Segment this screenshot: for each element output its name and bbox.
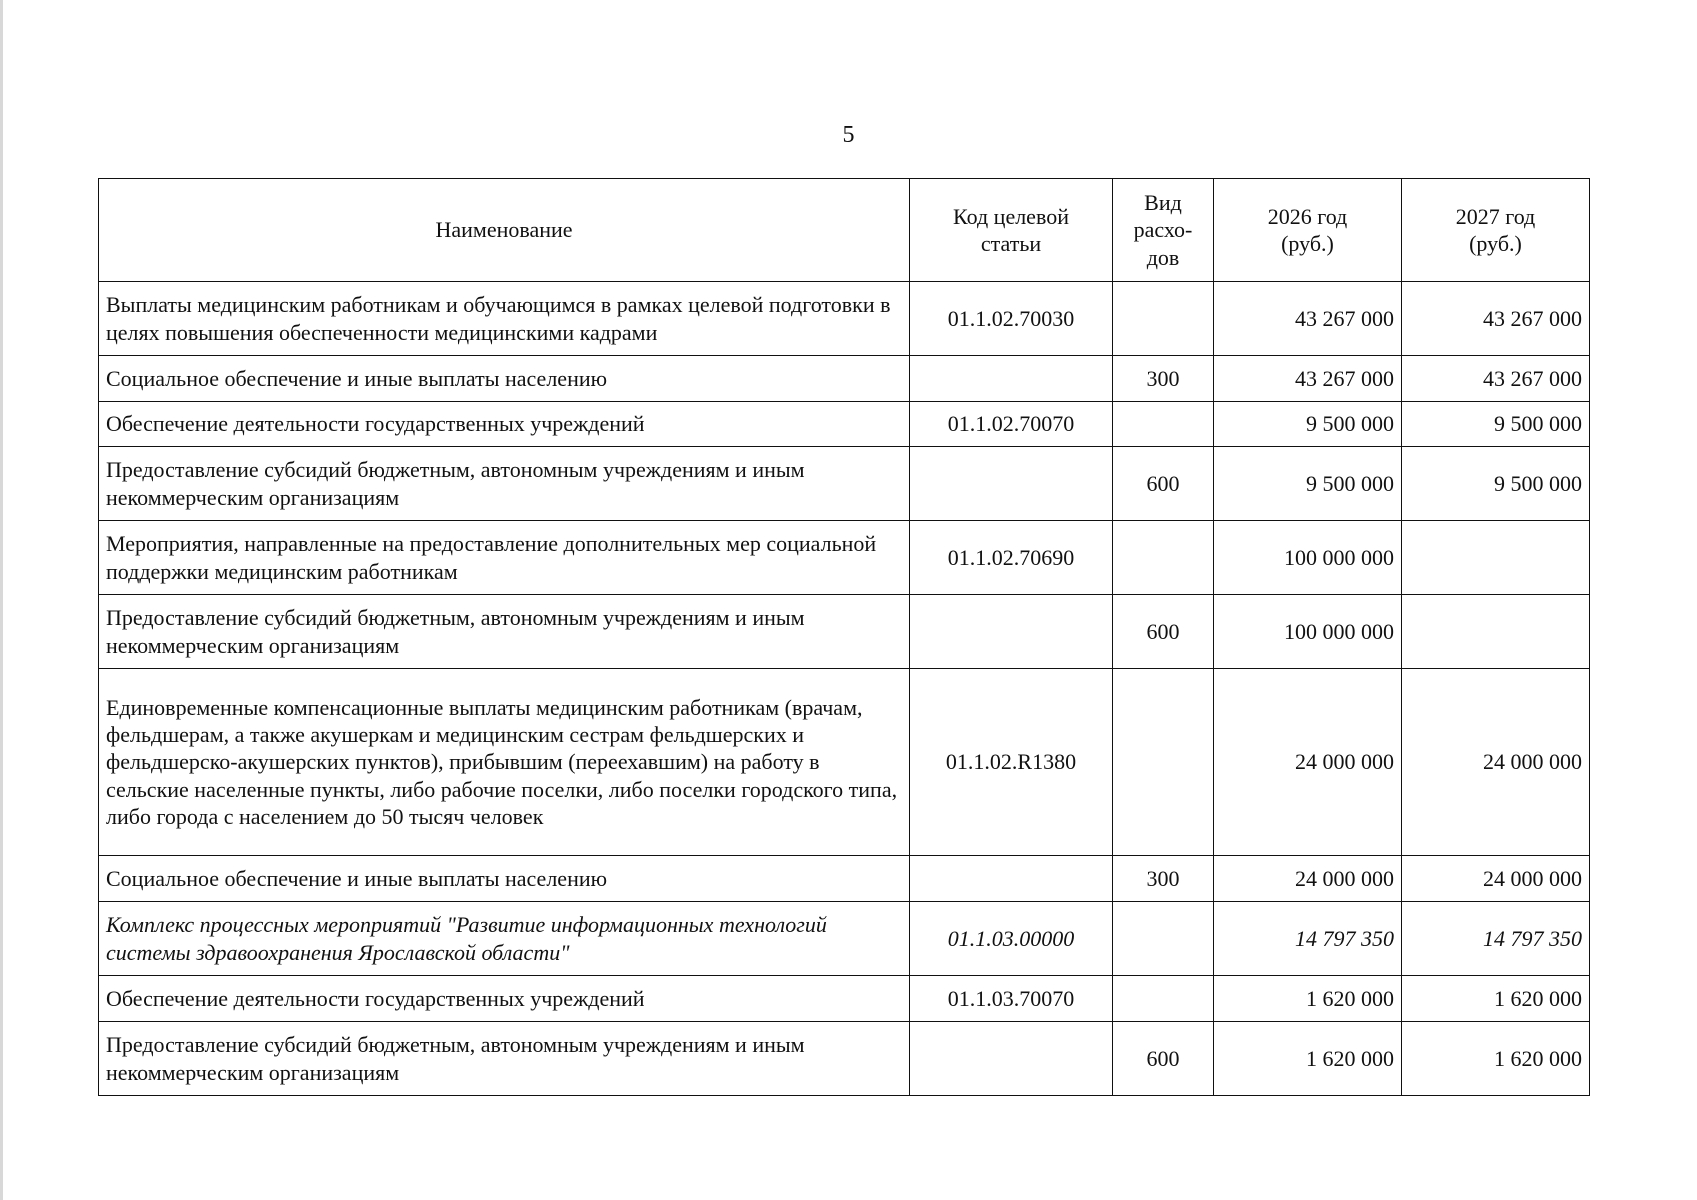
- table-row: [99, 356, 1590, 402]
- cell-amount-2026: 1 620 000: [1214, 976, 1402, 1022]
- table-row: [99, 595, 1590, 669]
- table-row: [99, 447, 1590, 521]
- table-row: [99, 976, 1590, 1022]
- table-row: [99, 282, 1590, 356]
- cell-amount-2027: 1 620 000: [1402, 1022, 1590, 1096]
- cell-amount-2026: 100 000 000: [1214, 595, 1402, 669]
- cell-expense-kind: [1113, 902, 1214, 976]
- cell-amount-2027: 1 620 000: [1402, 976, 1590, 1022]
- cell-amount-2027: 24 000 000: [1402, 669, 1590, 856]
- table-row: [99, 902, 1590, 976]
- cell-target-code: [910, 447, 1113, 521]
- cell-expense-kind: [1113, 521, 1214, 595]
- cell-target-code: [910, 856, 1113, 902]
- header-kind: Вид расхо-дов: [1113, 179, 1214, 282]
- cell-amount-2027: 43 267 000: [1402, 356, 1590, 402]
- cell-amount-2026: 43 267 000: [1214, 282, 1402, 356]
- cell-target-code: 01.1.02.70070: [910, 402, 1113, 447]
- cell-amount-2027: 9 500 000: [1402, 402, 1590, 447]
- cell-name: Предоставление субсидий бюджетным, автономным учреждениям и иным некоммерческим организациям: [99, 595, 910, 669]
- cell-amount-2026: 100 000 000: [1214, 521, 1402, 595]
- table-header-row: [99, 179, 1590, 282]
- cell-target-code: 01.1.02.70690: [910, 521, 1113, 595]
- cell-expense-kind: [1113, 976, 1214, 1022]
- cell-amount-2026: 1 620 000: [1214, 1022, 1402, 1096]
- cell-amount-2026: 24 000 000: [1214, 669, 1402, 856]
- cell-name: Обеспечение деятельности государственных учреждений: [99, 402, 910, 447]
- budget-table: [98, 178, 1590, 1096]
- cell-name: Выплаты медицинским работникам и обучающимся в рамках целевой подготовки в целях повышения обеспеченности медицинскими кадрами: [99, 282, 910, 356]
- cell-target-code: 01.1.03.70070: [910, 976, 1113, 1022]
- cell-amount-2027: 14 797 350: [1402, 902, 1590, 976]
- table-row: [99, 402, 1590, 447]
- cell-amount-2026: 9 500 000: [1214, 402, 1402, 447]
- cell-expense-kind: [1113, 402, 1214, 447]
- table-row: [99, 669, 1590, 856]
- cell-name: Предоставление субсидий бюджетным, автономным учреждениям и иным некоммерческим организациям: [99, 1022, 910, 1096]
- header-2027: 2027 год (руб.): [1402, 179, 1590, 282]
- cell-name: Мероприятия, направленные на предоставление дополнительных мер социальной поддержки медицинским работникам: [99, 521, 910, 595]
- cell-expense-kind: [1113, 282, 1214, 356]
- table-row: [99, 856, 1590, 902]
- cell-amount-2026: 14 797 350: [1214, 902, 1402, 976]
- cell-target-code: [910, 1022, 1113, 1096]
- cell-amount-2026: 43 267 000: [1214, 356, 1402, 402]
- cell-target-code: 01.1.02.70030: [910, 282, 1113, 356]
- cell-amount-2027: [1402, 521, 1590, 595]
- cell-name: Социальное обеспечение и иные выплаты населению: [99, 356, 910, 402]
- cell-amount-2027: 43 267 000: [1402, 282, 1590, 356]
- cell-target-code: 01.1.02.R1380: [910, 669, 1113, 856]
- header-2026: 2026 год (руб.): [1214, 179, 1402, 282]
- cell-amount-2026: 24 000 000: [1214, 856, 1402, 902]
- header-name: Наименование: [99, 179, 910, 282]
- cell-name: Предоставление субсидий бюджетным, автономным учреждениям и иным некоммерческим организациям: [99, 447, 910, 521]
- header-code: Код целевой статьи: [910, 179, 1113, 282]
- cell-target-code: [910, 356, 1113, 402]
- cell-expense-kind: 300: [1113, 356, 1214, 402]
- cell-name: Единовременные компенсационные выплаты медицинским работникам (врачам, фельдшерам, а также акушеркам и медицинским сестрам фельдшерских и фельдшерско-акушерских пунктов), прибывшим (переехавшим) на работу в сельские населенные пункты, либо рабочие поселки, либо поселки городского типа, либо города с населением до 50 тысяч человек: [99, 669, 910, 856]
- scan-left-edge: [0, 0, 3, 1200]
- cell-name: Социальное обеспечение и иные выплаты населению: [99, 856, 910, 902]
- cell-amount-2027: 9 500 000: [1402, 447, 1590, 521]
- cell-amount-2027: 24 000 000: [1402, 856, 1590, 902]
- table-body: [99, 282, 1590, 1096]
- cell-amount-2027: [1402, 595, 1590, 669]
- table-row: [99, 1022, 1590, 1096]
- cell-name: Обеспечение деятельности государственных учреждений: [99, 976, 910, 1022]
- cell-target-code: [910, 595, 1113, 669]
- cell-expense-kind: 600: [1113, 1022, 1214, 1096]
- cell-target-code: 01.1.03.00000: [910, 902, 1113, 976]
- cell-name: Комплекс процессных мероприятий "Развитие информационных технологий системы здравоохранения Ярославской области": [99, 902, 910, 976]
- cell-amount-2026: 9 500 000: [1214, 447, 1402, 521]
- page-number: 5: [842, 122, 855, 148]
- table-row: [99, 521, 1590, 595]
- cell-expense-kind: 300: [1113, 856, 1214, 902]
- cell-expense-kind: 600: [1113, 595, 1214, 669]
- cell-expense-kind: [1113, 669, 1214, 856]
- cell-expense-kind: 600: [1113, 447, 1214, 521]
